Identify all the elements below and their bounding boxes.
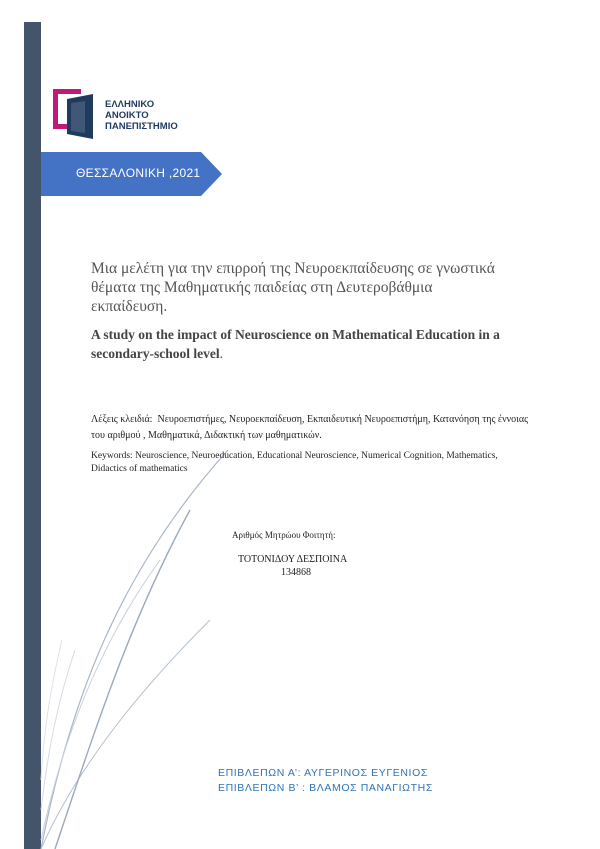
keywords-english: Keywords: Neuroscience, Neuroeducation, Educational Neuroscience, Numerical Cognition, Mathematics, Didactics of mathematics [91, 451, 498, 474]
keywords-greek-values: Νευροεπιστήμες, Νευροεκπαίδευση, Εκπαιδευτική Νευροεπιστήμη, Κατανόηση της έννοιας του αριθμού , Μαθηματικά, Διδακτική των μαθηματικών. [91, 414, 529, 441]
keywords-greek [91, 412, 531, 444]
supervisor-a: ΕΠΙΒΛΕΠΩΝ Α’: ΑΥΓΕΡΙΝΟΣ ΕΥΓΕΝΙΟΣ [218, 767, 428, 779]
location-date-banner [41, 152, 222, 196]
keywords-greek-label: Λέξεις κλειδιά: [91, 414, 153, 425]
title-english-period: . [219, 346, 223, 361]
university-logo [53, 89, 213, 149]
decorative-curves [0, 450, 230, 849]
banner-text: ΘΕΣΣΑΛΟΝΙΚΗ ,2021 [76, 166, 201, 180]
title-english [91, 325, 521, 363]
student-name: ΤΟΤΟΝΙΔΟΥ ΔΕΣΠΟΙΝΑ [238, 554, 348, 565]
supervisors [218, 766, 478, 796]
logo-mark-icon [53, 89, 97, 141]
logo-line-2: ΑΝΟΙΚΤΟ [105, 110, 149, 121]
supervisor-b: ΕΠΙΒΛΕΠΩΝ Β’ : ΒΛΑΜΟΣ ΠΑΝΑΓΙΩΤΗΣ [218, 782, 433, 794]
logo-line-1: ΕΛΛΗΝΙΚΟ [105, 99, 155, 110]
logo-line-3: ΠΑΝΕΠΙΣΤΗΜΙΟ [105, 121, 178, 132]
title-greek: Μια μελέτη για την επιρροή της Νευροεκπαίδευσης σε γνωστικά θέματα της Μαθηματικής παιδείας στη Δευτεροβάθμια εκπαίδευση. [91, 260, 495, 315]
student-id-number: 134868 [281, 567, 311, 578]
title-english-main: A study on the impact of Neuroscience on Mathematical Education in a secondary-school level [91, 327, 500, 361]
logo-text [105, 99, 178, 132]
student-id-label: Αριθμός Μητρώου Φοιτητή: [232, 530, 336, 540]
